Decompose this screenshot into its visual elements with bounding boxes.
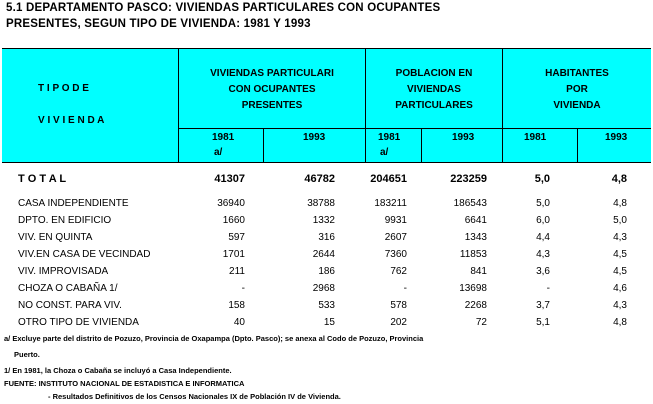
table-cell: 2968 (312, 283, 335, 294)
row-label: NO CONST. PARA VIV. (18, 300, 122, 311)
table-cell: 4,6 (613, 283, 627, 294)
note-a-line2: Puerto. (14, 350, 40, 359)
source-note-detail: - Resultados Definitivos de los Censos Nacionales IX de Población IV de Vivienda. (48, 392, 341, 401)
group-poblacion (366, 66, 502, 114)
table-cell: 4,5 (613, 266, 627, 277)
table-cell: 15 (323, 317, 335, 328)
table-cell: 7360 (384, 249, 407, 260)
note-1: 1/ En 1981, la Choza o Cabaña se incluyó a Casa Independiente. (4, 366, 232, 375)
table-cell: 4,3 (536, 249, 550, 260)
table-cell: 1332 (312, 215, 335, 226)
table-title-line2: PRESENTES, SEGUN TIPO DE VIVIENDA: 1981 Y 1993 (6, 18, 311, 30)
table-cell: 11853 (459, 249, 487, 260)
table-cell: 211 (229, 266, 245, 277)
table-title-line1: 5.1 DEPARTAMENTO PASCO: VIVIENDAS PARTICULARES CON OCUPANTES (6, 2, 441, 14)
row-label: VIV.EN CASA DE VECINDAD (18, 249, 151, 260)
table-cell: 4,4 (536, 232, 550, 243)
table-cell: 5,0 (613, 215, 627, 226)
total-cell: 223259 (450, 173, 487, 185)
table-row (0, 300, 653, 316)
total-label: T O T A L (18, 173, 67, 185)
year-1981-pob: 1981 (378, 132, 401, 143)
year-note-pob: a/ (380, 147, 389, 158)
group-viviendas-line: CON OCUPANTES (228, 84, 316, 95)
table-cell: 36940 (217, 198, 245, 209)
group-habitantes-line: POR (566, 84, 588, 95)
table-cell: 4,3 (613, 232, 627, 243)
table-cell: 1343 (464, 232, 487, 243)
table-cell: 533 (318, 300, 335, 311)
group-viviendas-line: VIVIENDAS PARTICULARI (210, 68, 334, 79)
table-cell: 841 (470, 266, 487, 277)
table-cell: 3,6 (536, 266, 550, 277)
table-cell: 5,0 (536, 198, 550, 209)
table-cell: - (241, 283, 245, 294)
total-row (0, 173, 653, 189)
total-cell: 41307 (214, 173, 245, 185)
row-label: VIV. EN QUINTA (18, 232, 93, 243)
table-cell: 13698 (459, 283, 487, 294)
total-cell: 46782 (304, 173, 335, 185)
group-poblacion-line: POBLACION EN (395, 68, 473, 79)
row-label: OTRO TIPO DE VIVIENDA (18, 317, 139, 328)
row-label: DPTO. EN EDIFICIO (18, 215, 112, 226)
table-cell: 38788 (307, 198, 335, 209)
table-row (0, 283, 653, 299)
table-cell: 3,7 (536, 300, 550, 311)
group-habitantes-line: HABITANTES (545, 68, 609, 79)
group-poblacion-line: VIVIENDAS (407, 84, 461, 95)
table-cell: 40 (233, 317, 245, 328)
year-note-viv: a/ (214, 147, 223, 158)
table-cell: 597 (228, 232, 245, 243)
row-label: VIV. IMPROVISADA (18, 266, 109, 277)
group-habitantes-line: VIVIENDA (553, 100, 601, 111)
year-1981-hab: 1981 (524, 132, 547, 143)
table-cell: 186543 (453, 198, 487, 209)
total-cell: 204651 (370, 173, 407, 185)
table-cell: 4,3 (613, 300, 627, 311)
table-cell: 4,8 (613, 198, 627, 209)
note-a-line1: a/ Excluye parte del distrito de Pozuzo, Provincia de Oxapampa (Dpto. Pasco); se anexa al Codo de Pozuzo, Provincia (4, 334, 424, 343)
table-row (0, 232, 653, 248)
table-row (0, 249, 653, 265)
table-cell: 2607 (384, 232, 407, 243)
table-cell: 2268 (464, 300, 487, 311)
table-cell: 1660 (222, 215, 245, 226)
group-viviendas-line: PRESENTES (241, 100, 303, 111)
table-cell: 578 (390, 300, 407, 311)
table-cell: 4,8 (613, 317, 627, 328)
table-cell: 183211 (374, 198, 407, 209)
table-row (0, 215, 653, 231)
table-cell: 5,1 (536, 317, 550, 328)
table-cell: 9931 (384, 215, 407, 226)
tipo-header-line2: V I V I E N D A (38, 115, 105, 126)
table-cell: 1701 (222, 249, 245, 260)
year-1993-hab: 1993 (605, 132, 628, 143)
year-1981-viv: 1981 (212, 132, 235, 143)
source-note: FUENTE: INSTITUTO NACIONAL DE ESTADISTICA E INFORMATICA (4, 379, 245, 388)
table-cell: 4,5 (613, 249, 627, 260)
table-cell: 316 (318, 232, 335, 243)
table-row (0, 198, 653, 214)
table-row (0, 317, 653, 333)
group-habitantes (503, 66, 651, 114)
table-cell: - (403, 283, 407, 294)
total-cell: 5,0 (534, 173, 550, 185)
table-cell: 762 (390, 266, 407, 277)
year-1993-pob: 1993 (452, 132, 475, 143)
group-poblacion-line: PARTICULARES (395, 100, 473, 111)
tipo-header-line1: T I P O D E (38, 83, 89, 94)
table-cell: 202 (390, 317, 407, 328)
table-cell: 158 (228, 300, 245, 311)
table-cell: 6,0 (536, 215, 550, 226)
table-row (0, 266, 653, 282)
table-cell: - (546, 283, 550, 294)
row-label: CHOZA O CABAÑA 1/ (18, 283, 118, 294)
total-cell: 4,8 (611, 173, 627, 185)
table-cell: 6641 (464, 215, 487, 226)
table-header (2, 48, 651, 163)
table-cell: 2644 (312, 249, 335, 260)
row-label: CASA INDEPENDIENTE (18, 198, 129, 209)
table-cell: 186 (318, 266, 335, 277)
year-1993-viv: 1993 (303, 132, 326, 143)
group-viviendas (179, 66, 365, 114)
table-cell: 72 (475, 317, 487, 328)
